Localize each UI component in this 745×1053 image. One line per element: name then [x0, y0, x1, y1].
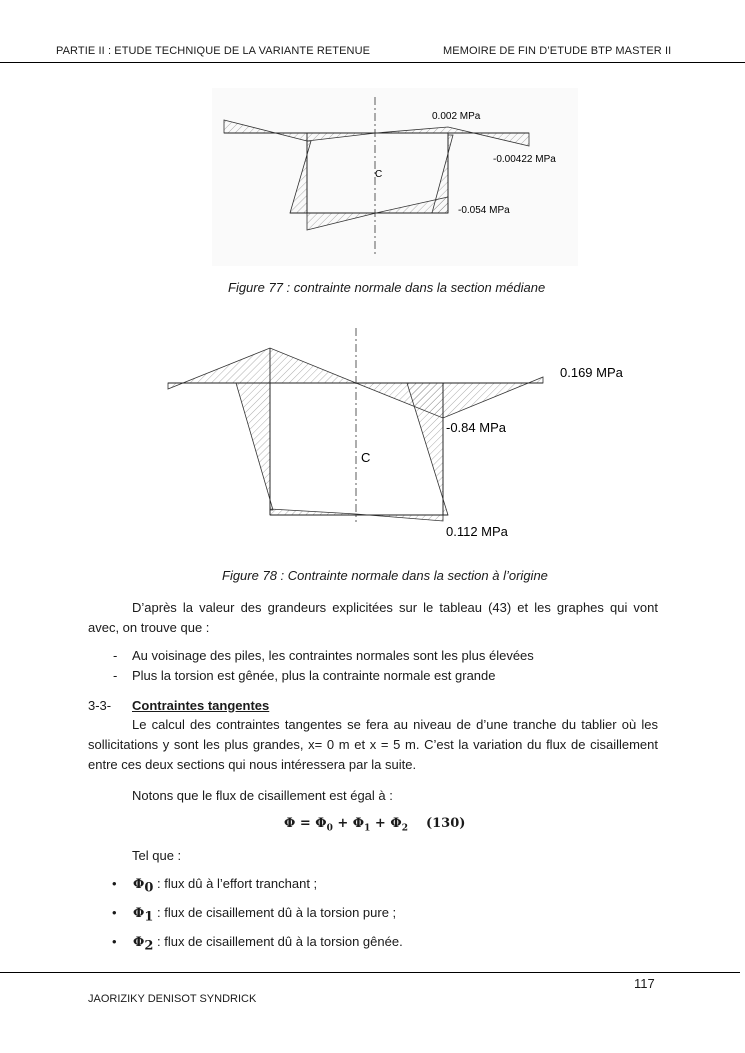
- figure-77-label-right: -0.00422 MPa: [493, 154, 556, 165]
- bullet-dot: •: [112, 876, 117, 891]
- figure-77-label-bottom: -0.054 MPa: [458, 205, 510, 216]
- equation-sub: 0: [326, 823, 333, 834]
- dash-bullet: -: [113, 648, 118, 663]
- equation-term: + Φ: [332, 816, 365, 831]
- dash-item-2: Plus la torsion est gênée, plus la contrainte normale est grande: [132, 668, 496, 683]
- equation-130: [284, 816, 465, 834]
- paragraph-conclusion: D’après la valeur des grandeurs explicitées sur le tableau (43) et les graphes qui vont avec, on trouve que :: [88, 600, 658, 635]
- paragraph-tangent-stress: Le calcul des contraintes tangentes se fera au niveau de d’une tranche du tablier où les sollicitations y sont les plus grandes, x= 0 m et x = 5 m. C’est la variation du flux de cisaillement entre ces deux sections qui nous intéressera par la suite.: [88, 717, 658, 772]
- figure-77-background: [212, 88, 578, 266]
- paragraph-flux: Notons que le flux de cisaillement est égal à :: [132, 788, 393, 803]
- equation-sub: 2: [401, 823, 408, 834]
- equation-term: + Φ: [370, 816, 402, 831]
- phi-subscript: 1: [144, 909, 154, 925]
- equation-term: Φ = Φ: [284, 816, 327, 831]
- figure-78-caption: Figure 78 : Contrainte normale dans la section à l’origine: [222, 568, 548, 583]
- phi-symbol: Φ: [133, 935, 145, 950]
- bullet-text: : flux de cisaillement dû à la torsion gênée.: [153, 934, 403, 949]
- phi-subscript: 0: [144, 880, 154, 896]
- figure-77-label-center: C: [375, 169, 383, 180]
- section-number: 3-3-: [88, 698, 112, 713]
- bullet-text: : flux de cisaillement dû à la torsion pure ;: [153, 905, 397, 920]
- phi-symbol: Φ: [133, 906, 145, 921]
- bullet-dot: •: [112, 905, 117, 920]
- phi-subscript: 2: [144, 938, 154, 954]
- figure-78-label-center: C: [361, 450, 371, 465]
- section-title: Contraintes tangentes: [132, 698, 270, 713]
- page-number: 117: [634, 976, 655, 991]
- paragraph-tel-que: Tel que :: [132, 848, 182, 863]
- footer-author: JAORIZIKY DENISOT SYNDRICK: [88, 993, 257, 1005]
- figure-78-label-top: 0.169 MPa: [560, 365, 623, 380]
- header-left: PARTIE II : ETUDE TECHNIQUE DE LA VARIANTE RETENUE: [56, 45, 371, 57]
- phi-symbol: Φ: [133, 877, 145, 892]
- equation-number: (130): [425, 816, 466, 831]
- dash-item-1: Au voisinage des piles, les contraintes normales sont les plus élevées: [132, 648, 534, 663]
- header-right: MEMOIRE DE FIN D’ETUDE BTP MASTER II: [443, 45, 672, 57]
- equation-sub: 1: [364, 823, 371, 834]
- footer-rule: [0, 972, 740, 973]
- figure-78-label-right: -0.84 MPa: [446, 420, 506, 435]
- figure-78-label-bottom: 0.112 MPa: [446, 524, 508, 539]
- figure-77-label-top: 0.002 MPa: [432, 111, 481, 122]
- bullet-text: : flux dû à l’effort tranchant ;: [153, 876, 318, 891]
- bullet-dot: •: [112, 934, 117, 949]
- dash-bullet: -: [113, 668, 118, 683]
- figure-77-caption: Figure 77 : contrainte normale dans la section médiane: [228, 280, 546, 295]
